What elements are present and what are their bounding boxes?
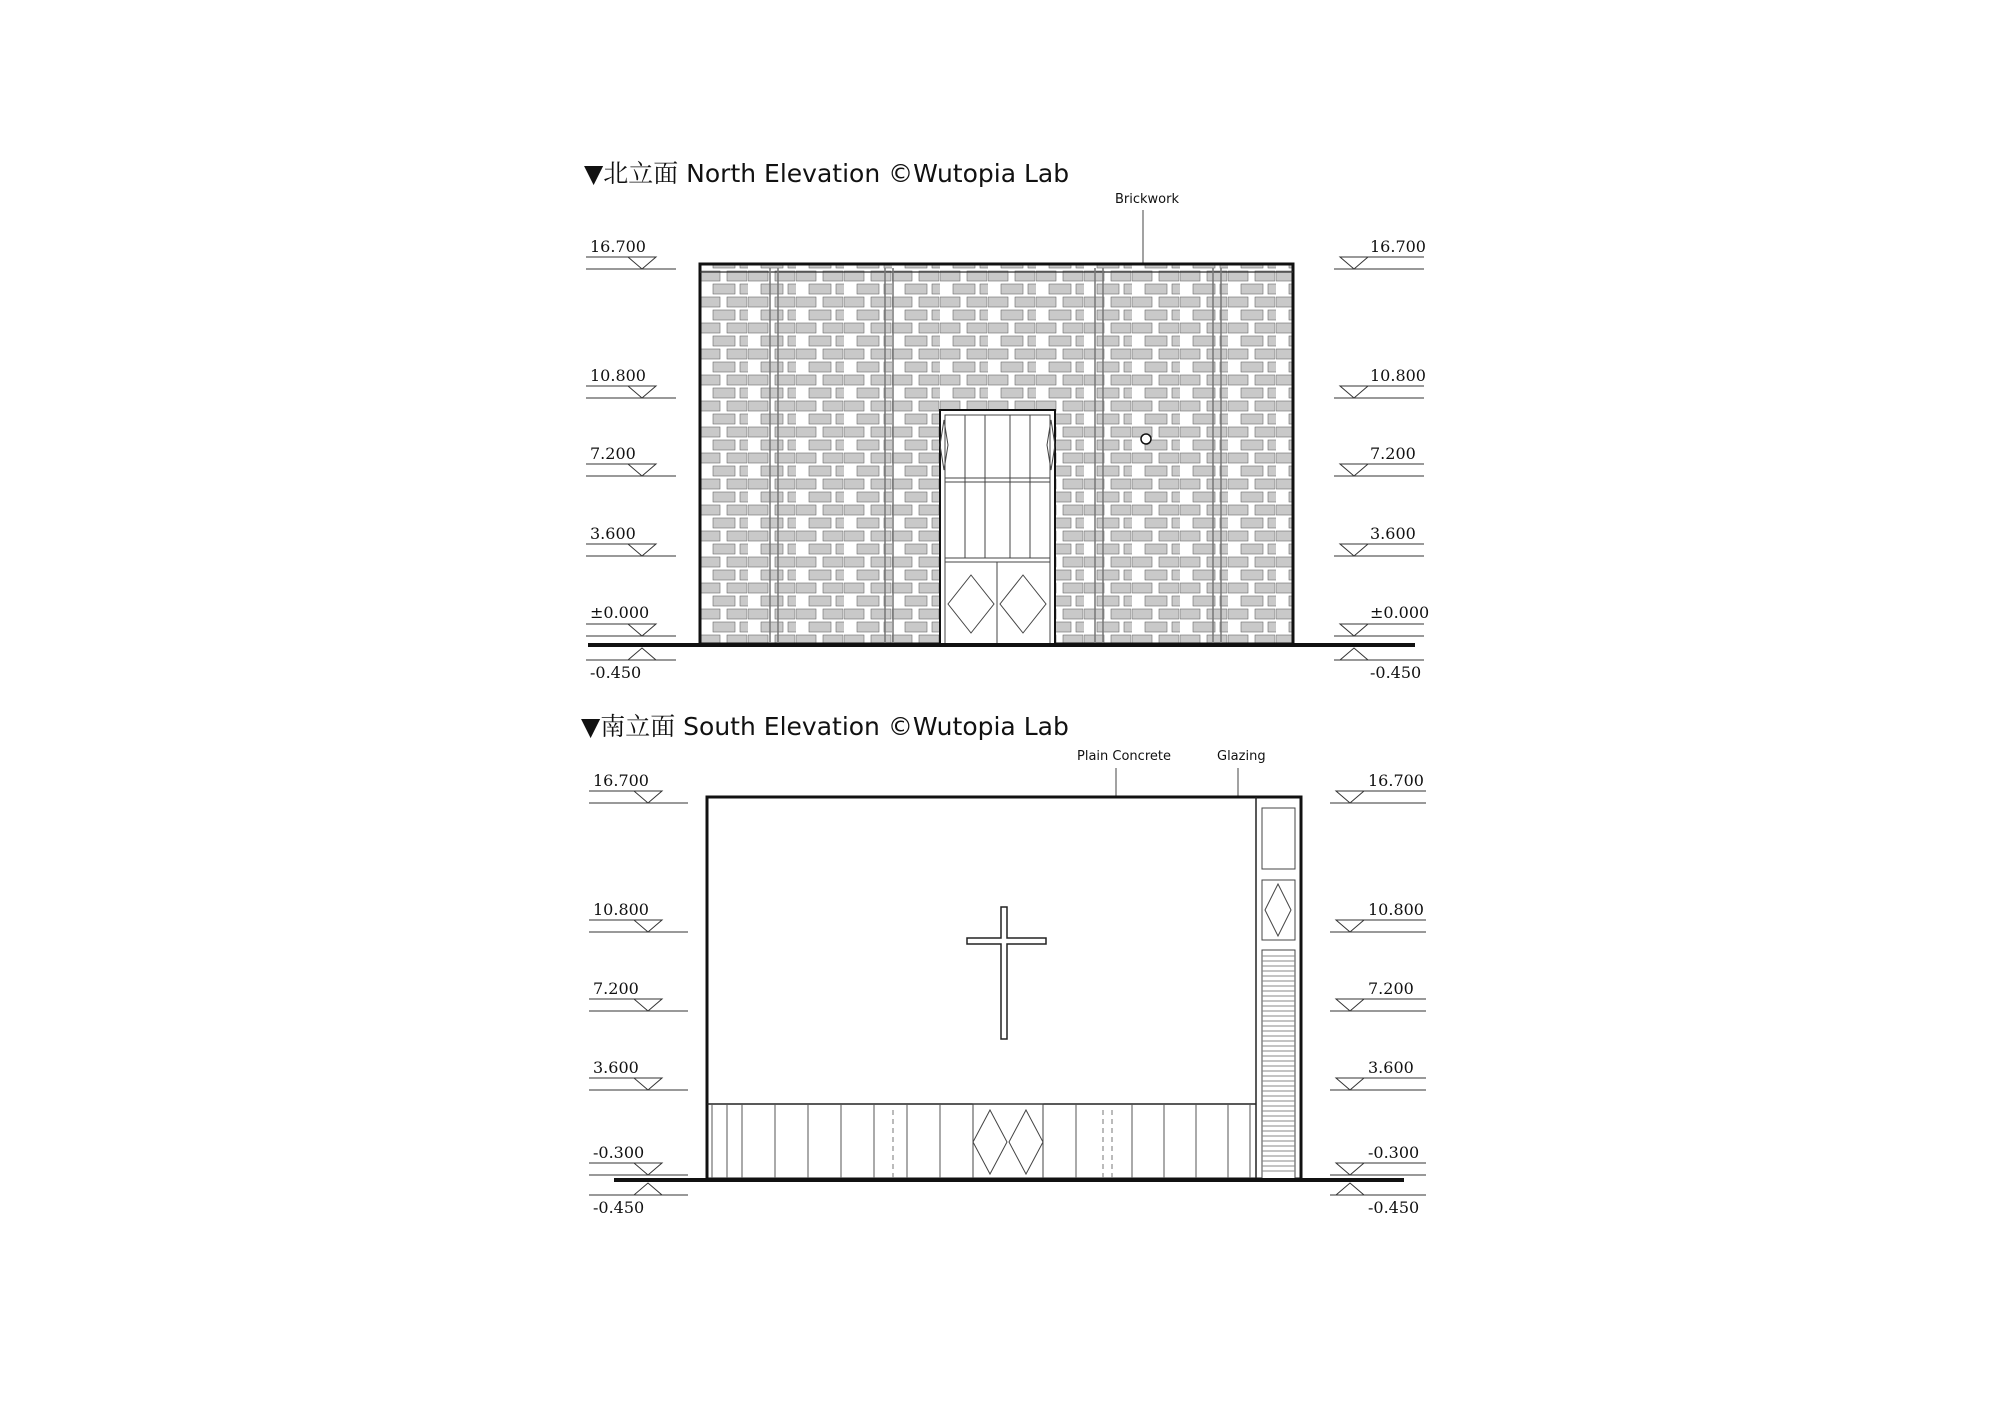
- plain-concrete-callout-label: Plain Concrete: [1077, 749, 1171, 764]
- level-marker: [1330, 979, 1426, 1011]
- south-elevation: [581, 712, 1426, 1217]
- svg-text:3.600: 3.600: [593, 1058, 639, 1077]
- svg-text:-0.450: -0.450: [1370, 663, 1422, 682]
- level-marker: [586, 524, 676, 556]
- svg-text:±0.000: ±0.000: [590, 603, 650, 622]
- svg-text:10.800: 10.800: [590, 366, 646, 385]
- svg-text:-0.450: -0.450: [590, 663, 642, 682]
- level-marker: [1330, 1183, 1426, 1217]
- svg-text:3.600: 3.600: [590, 524, 636, 543]
- level-marker: [586, 237, 676, 269]
- svg-text:10.800: 10.800: [1368, 900, 1424, 919]
- svg-text:-0.450: -0.450: [1368, 1198, 1420, 1217]
- svg-text:7.200: 7.200: [593, 979, 639, 998]
- level-marker: [1334, 444, 1424, 476]
- level-marker: [589, 900, 688, 932]
- level-marker: [1334, 648, 1424, 682]
- svg-text:-0.300: -0.300: [1368, 1143, 1420, 1162]
- level-marker: [589, 979, 688, 1011]
- south-left-levels: [589, 771, 688, 1217]
- svg-text:10.800: 10.800: [1370, 366, 1426, 385]
- level-marker: [589, 1183, 688, 1217]
- level-marker: [1334, 524, 1424, 556]
- svg-text:3.600: 3.600: [1368, 1058, 1414, 1077]
- north-left-levels: [586, 237, 676, 682]
- level-marker: [586, 603, 676, 636]
- svg-text:7.200: 7.200: [590, 444, 636, 463]
- svg-text:7.200: 7.200: [1370, 444, 1416, 463]
- south-right-levels: [1330, 771, 1426, 1217]
- svg-text:3.600: 3.600: [1370, 524, 1416, 543]
- svg-text:-0.300: -0.300: [593, 1143, 645, 1162]
- level-marker: [1330, 771, 1426, 803]
- level-marker: [1330, 1143, 1426, 1175]
- level-marker: [589, 771, 688, 803]
- level-marker: [1334, 237, 1426, 269]
- level-marker: [1334, 366, 1426, 398]
- brickwork-callout-label: Brickwork: [1115, 192, 1180, 207]
- callout-marker: [1141, 434, 1151, 444]
- level-marker: [589, 1058, 688, 1090]
- north-elevation-title: ▼北立面 North Elevation ©Wutopia Lab: [584, 159, 1070, 188]
- svg-text:-0.450: -0.450: [593, 1198, 645, 1217]
- north-entrance-window: [940, 410, 1055, 644]
- svg-text:7.200: 7.200: [1368, 979, 1414, 998]
- svg-text:16.700: 16.700: [1370, 237, 1426, 256]
- level-marker: [589, 1143, 688, 1175]
- svg-text:±0.000: ±0.000: [1370, 603, 1430, 622]
- north-elevation: [584, 159, 1429, 682]
- glazing-callout-label: Glazing: [1217, 749, 1266, 764]
- svg-text:10.800: 10.800: [593, 900, 649, 919]
- level-marker: [1330, 900, 1426, 932]
- level-marker: [1334, 603, 1429, 636]
- svg-text:16.700: 16.700: [593, 771, 649, 790]
- svg-text:16.700: 16.700: [1368, 771, 1424, 790]
- south-elevation-title: ▼南立面 South Elevation ©Wutopia Lab: [581, 712, 1069, 741]
- level-marker: [586, 444, 676, 476]
- level-marker: [586, 366, 676, 398]
- north-right-levels: [1334, 237, 1429, 682]
- level-marker: [1330, 1058, 1426, 1090]
- level-marker: [586, 648, 676, 682]
- svg-text:16.700: 16.700: [590, 237, 646, 256]
